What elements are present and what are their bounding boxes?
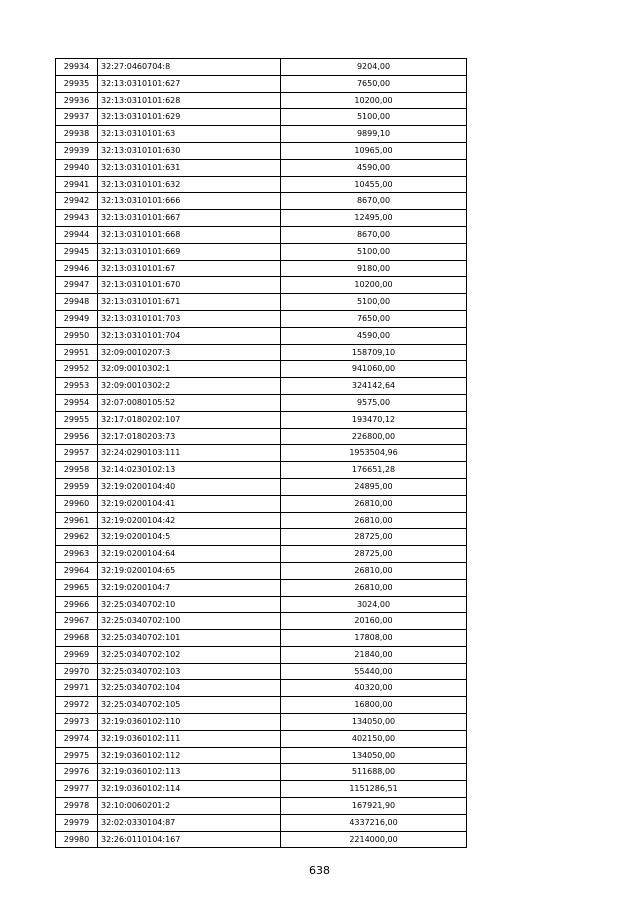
row-number-cell: 29974 <box>56 730 98 747</box>
row-number-cell: 29963 <box>56 546 98 563</box>
row-number-cell: 29934 <box>56 59 98 76</box>
row-number-cell: 29977 <box>56 781 98 798</box>
value-cell: 28725,00 <box>281 546 467 563</box>
table-row <box>56 630 467 647</box>
table-row <box>56 294 467 311</box>
table-row <box>56 478 467 495</box>
table-row <box>56 445 467 462</box>
row-number-cell: 29953 <box>56 378 98 395</box>
value-cell: 10965,00 <box>281 142 467 159</box>
value-cell: 511688,00 <box>281 764 467 781</box>
cadastral-number-cell: 32:26:0110104:167 <box>98 831 281 848</box>
value-cell: 12495,00 <box>281 210 467 227</box>
cadastral-number-cell: 32:13:0310101:63 <box>98 126 281 143</box>
cadastral-number-cell: 32:13:0310101:704 <box>98 327 281 344</box>
row-number-cell: 29967 <box>56 613 98 630</box>
row-number-cell: 29960 <box>56 495 98 512</box>
row-number-cell: 29940 <box>56 159 98 176</box>
table-row <box>56 243 467 260</box>
table-row <box>56 714 467 731</box>
cadastral-number-cell: 32:14:0230102:13 <box>98 462 281 479</box>
row-number-cell: 29938 <box>56 126 98 143</box>
cadastral-number-cell: 32:25:0340702:104 <box>98 680 281 697</box>
cadastral-value-table <box>55 58 467 848</box>
table-row <box>56 226 467 243</box>
value-cell: 324142,64 <box>281 378 467 395</box>
cadastral-number-cell: 32:13:0310101:668 <box>98 226 281 243</box>
cadastral-number-cell: 32:19:0200104:40 <box>98 478 281 495</box>
cadastral-number-cell: 32:19:0200104:64 <box>98 546 281 563</box>
cadastral-number-cell: 32:27:0460704:8 <box>98 59 281 76</box>
table-row <box>56 210 467 227</box>
cadastral-number-cell: 32:13:0310101:667 <box>98 210 281 227</box>
row-number-cell: 29943 <box>56 210 98 227</box>
row-number-cell: 29970 <box>56 663 98 680</box>
page-number: 638 <box>309 864 330 877</box>
table-row <box>56 546 467 563</box>
value-cell: 4337216,00 <box>281 814 467 831</box>
table-row <box>56 327 467 344</box>
cadastral-number-cell: 32:09:0010207:3 <box>98 344 281 361</box>
table-row <box>56 596 467 613</box>
value-cell: 55440,00 <box>281 663 467 680</box>
value-cell: 176651,28 <box>281 462 467 479</box>
table-row <box>56 361 467 378</box>
cadastral-number-cell: 32:19:0360102:111 <box>98 730 281 747</box>
row-number-cell: 29942 <box>56 193 98 210</box>
value-cell: 16800,00 <box>281 697 467 714</box>
value-cell: 17808,00 <box>281 630 467 647</box>
table-row <box>56 260 467 277</box>
value-cell: 9204,00 <box>281 59 467 76</box>
table-row <box>56 92 467 109</box>
value-cell: 134050,00 <box>281 747 467 764</box>
cadastral-number-cell: 32:19:0200104:5 <box>98 529 281 546</box>
row-number-cell: 29955 <box>56 411 98 428</box>
row-number-cell: 29959 <box>56 478 98 495</box>
table-row <box>56 277 467 294</box>
row-number-cell: 29936 <box>56 92 98 109</box>
cadastral-number-cell: 32:25:0340702:100 <box>98 613 281 630</box>
row-number-cell: 29949 <box>56 310 98 327</box>
row-number-cell: 29958 <box>56 462 98 479</box>
row-number-cell: 29952 <box>56 361 98 378</box>
table-row <box>56 310 467 327</box>
row-number-cell: 29948 <box>56 294 98 311</box>
row-number-cell: 29954 <box>56 394 98 411</box>
row-number-cell: 29947 <box>56 277 98 294</box>
cadastral-number-cell: 32:13:0310101:666 <box>98 193 281 210</box>
table-row <box>56 176 467 193</box>
value-cell: 26810,00 <box>281 579 467 596</box>
cadastral-number-cell: 32:13:0310101:630 <box>98 142 281 159</box>
table-row <box>56 159 467 176</box>
row-number-cell: 29979 <box>56 814 98 831</box>
table-row <box>56 697 467 714</box>
row-number-cell: 29968 <box>56 630 98 647</box>
cadastral-number-cell: 32:25:0340702:105 <box>98 697 281 714</box>
table-row <box>56 814 467 831</box>
value-cell: 3024,00 <box>281 596 467 613</box>
table-row <box>56 428 467 445</box>
value-cell: 26810,00 <box>281 495 467 512</box>
value-cell: 9575,00 <box>281 394 467 411</box>
cadastral-number-cell: 32:13:0310101:627 <box>98 75 281 92</box>
table-row <box>56 646 467 663</box>
value-cell: 20160,00 <box>281 613 467 630</box>
value-cell: 21840,00 <box>281 646 467 663</box>
value-cell: 5100,00 <box>281 109 467 126</box>
value-cell: 10200,00 <box>281 277 467 294</box>
table-body <box>56 59 467 848</box>
row-number-cell: 29972 <box>56 697 98 714</box>
table-row <box>56 663 467 680</box>
cadastral-number-cell: 32:19:0360102:112 <box>98 747 281 764</box>
value-cell: 10200,00 <box>281 92 467 109</box>
cadastral-number-cell: 32:19:0200104:65 <box>98 562 281 579</box>
value-cell: 9899,10 <box>281 126 467 143</box>
table-row <box>56 764 467 781</box>
table-row <box>56 126 467 143</box>
value-cell: 4590,00 <box>281 159 467 176</box>
table-row <box>56 495 467 512</box>
cadastral-number-cell: 32:13:0310101:628 <box>98 92 281 109</box>
value-cell: 26810,00 <box>281 562 467 579</box>
cadastral-number-cell: 32:25:0340702:101 <box>98 630 281 647</box>
value-cell: 1151286,51 <box>281 781 467 798</box>
cadastral-number-cell: 32:19:0200104:42 <box>98 512 281 529</box>
cadastral-number-cell: 32:13:0310101:670 <box>98 277 281 294</box>
cadastral-number-cell: 32:02:0330104:87 <box>98 814 281 831</box>
value-cell: 26810,00 <box>281 512 467 529</box>
value-cell: 5100,00 <box>281 243 467 260</box>
value-cell: 134050,00 <box>281 714 467 731</box>
row-number-cell: 29961 <box>56 512 98 529</box>
value-cell: 158709,10 <box>281 344 467 361</box>
table-row <box>56 109 467 126</box>
value-cell: 7650,00 <box>281 75 467 92</box>
cadastral-number-cell: 32:24:0290103:111 <box>98 445 281 462</box>
row-number-cell: 29944 <box>56 226 98 243</box>
row-number-cell: 29978 <box>56 798 98 815</box>
row-number-cell: 29956 <box>56 428 98 445</box>
cadastral-number-cell: 32:07:0080105:52 <box>98 394 281 411</box>
table-row <box>56 193 467 210</box>
row-number-cell: 29946 <box>56 260 98 277</box>
table-row <box>56 781 467 798</box>
cadastral-number-cell: 32:17:0180203:73 <box>98 428 281 445</box>
table-row <box>56 529 467 546</box>
value-cell: 7650,00 <box>281 310 467 327</box>
cadastral-number-cell: 32:13:0310101:669 <box>98 243 281 260</box>
cadastral-number-cell: 32:19:0200104:41 <box>98 495 281 512</box>
row-number-cell: 29945 <box>56 243 98 260</box>
value-cell: 5100,00 <box>281 294 467 311</box>
row-number-cell: 29950 <box>56 327 98 344</box>
value-cell: 2214000,00 <box>281 831 467 848</box>
value-cell: 40320,00 <box>281 680 467 697</box>
value-cell: 941060,00 <box>281 361 467 378</box>
table-row <box>56 730 467 747</box>
value-cell: 8670,00 <box>281 226 467 243</box>
row-number-cell: 29971 <box>56 680 98 697</box>
row-number-cell: 29957 <box>56 445 98 462</box>
table-row <box>56 562 467 579</box>
cadastral-number-cell: 32:10:0060201:2 <box>98 798 281 815</box>
table-row <box>56 378 467 395</box>
value-cell: 10455,00 <box>281 176 467 193</box>
table-row <box>56 798 467 815</box>
cadastral-number-cell: 32:13:0310101:703 <box>98 310 281 327</box>
value-cell: 9180,00 <box>281 260 467 277</box>
value-cell: 226800,00 <box>281 428 467 445</box>
row-number-cell: 29973 <box>56 714 98 731</box>
table-row <box>56 512 467 529</box>
cadastral-number-cell: 32:13:0310101:632 <box>98 176 281 193</box>
row-number-cell: 29962 <box>56 529 98 546</box>
cadastral-number-cell: 32:17:0180202:107 <box>98 411 281 428</box>
value-cell: 28725,00 <box>281 529 467 546</box>
row-number-cell: 29975 <box>56 747 98 764</box>
table-row <box>56 613 467 630</box>
cadastral-number-cell: 32:25:0340702:103 <box>98 663 281 680</box>
table-row <box>56 747 467 764</box>
table-row <box>56 411 467 428</box>
row-number-cell: 29937 <box>56 109 98 126</box>
cadastral-number-cell: 32:13:0310101:629 <box>98 109 281 126</box>
value-cell: 4590,00 <box>281 327 467 344</box>
value-cell: 1953504,96 <box>281 445 467 462</box>
cadastral-number-cell: 32:13:0310101:671 <box>98 294 281 311</box>
row-number-cell: 29941 <box>56 176 98 193</box>
row-number-cell: 29935 <box>56 75 98 92</box>
row-number-cell: 29939 <box>56 142 98 159</box>
row-number-cell: 29966 <box>56 596 98 613</box>
cadastral-number-cell: 32:19:0200104:7 <box>98 579 281 596</box>
row-number-cell: 29976 <box>56 764 98 781</box>
cadastral-number-cell: 32:09:0010302:2 <box>98 378 281 395</box>
cadastral-number-cell: 32:25:0340702:10 <box>98 596 281 613</box>
table-row <box>56 142 467 159</box>
value-cell: 193470,12 <box>281 411 467 428</box>
table-row <box>56 344 467 361</box>
table-row <box>56 462 467 479</box>
cadastral-number-cell: 32:13:0310101:631 <box>98 159 281 176</box>
table-row <box>56 831 467 848</box>
row-number-cell: 29964 <box>56 562 98 579</box>
table-row <box>56 75 467 92</box>
table-row <box>56 579 467 596</box>
row-number-cell: 29969 <box>56 646 98 663</box>
value-cell: 8670,00 <box>281 193 467 210</box>
cadastral-number-cell: 32:25:0340702:102 <box>98 646 281 663</box>
cadastral-number-cell: 32:13:0310101:67 <box>98 260 281 277</box>
row-number-cell: 29980 <box>56 831 98 848</box>
table-row <box>56 394 467 411</box>
row-number-cell: 29965 <box>56 579 98 596</box>
value-cell: 24895,00 <box>281 478 467 495</box>
value-cell: 167921,90 <box>281 798 467 815</box>
table-row <box>56 59 467 76</box>
cadastral-number-cell: 32:19:0360102:110 <box>98 714 281 731</box>
cadastral-number-cell: 32:09:0010302:1 <box>98 361 281 378</box>
value-cell: 402150,00 <box>281 730 467 747</box>
table-row <box>56 680 467 697</box>
row-number-cell: 29951 <box>56 344 98 361</box>
cadastral-number-cell: 32:19:0360102:113 <box>98 764 281 781</box>
cadastral-number-cell: 32:19:0360102:114 <box>98 781 281 798</box>
